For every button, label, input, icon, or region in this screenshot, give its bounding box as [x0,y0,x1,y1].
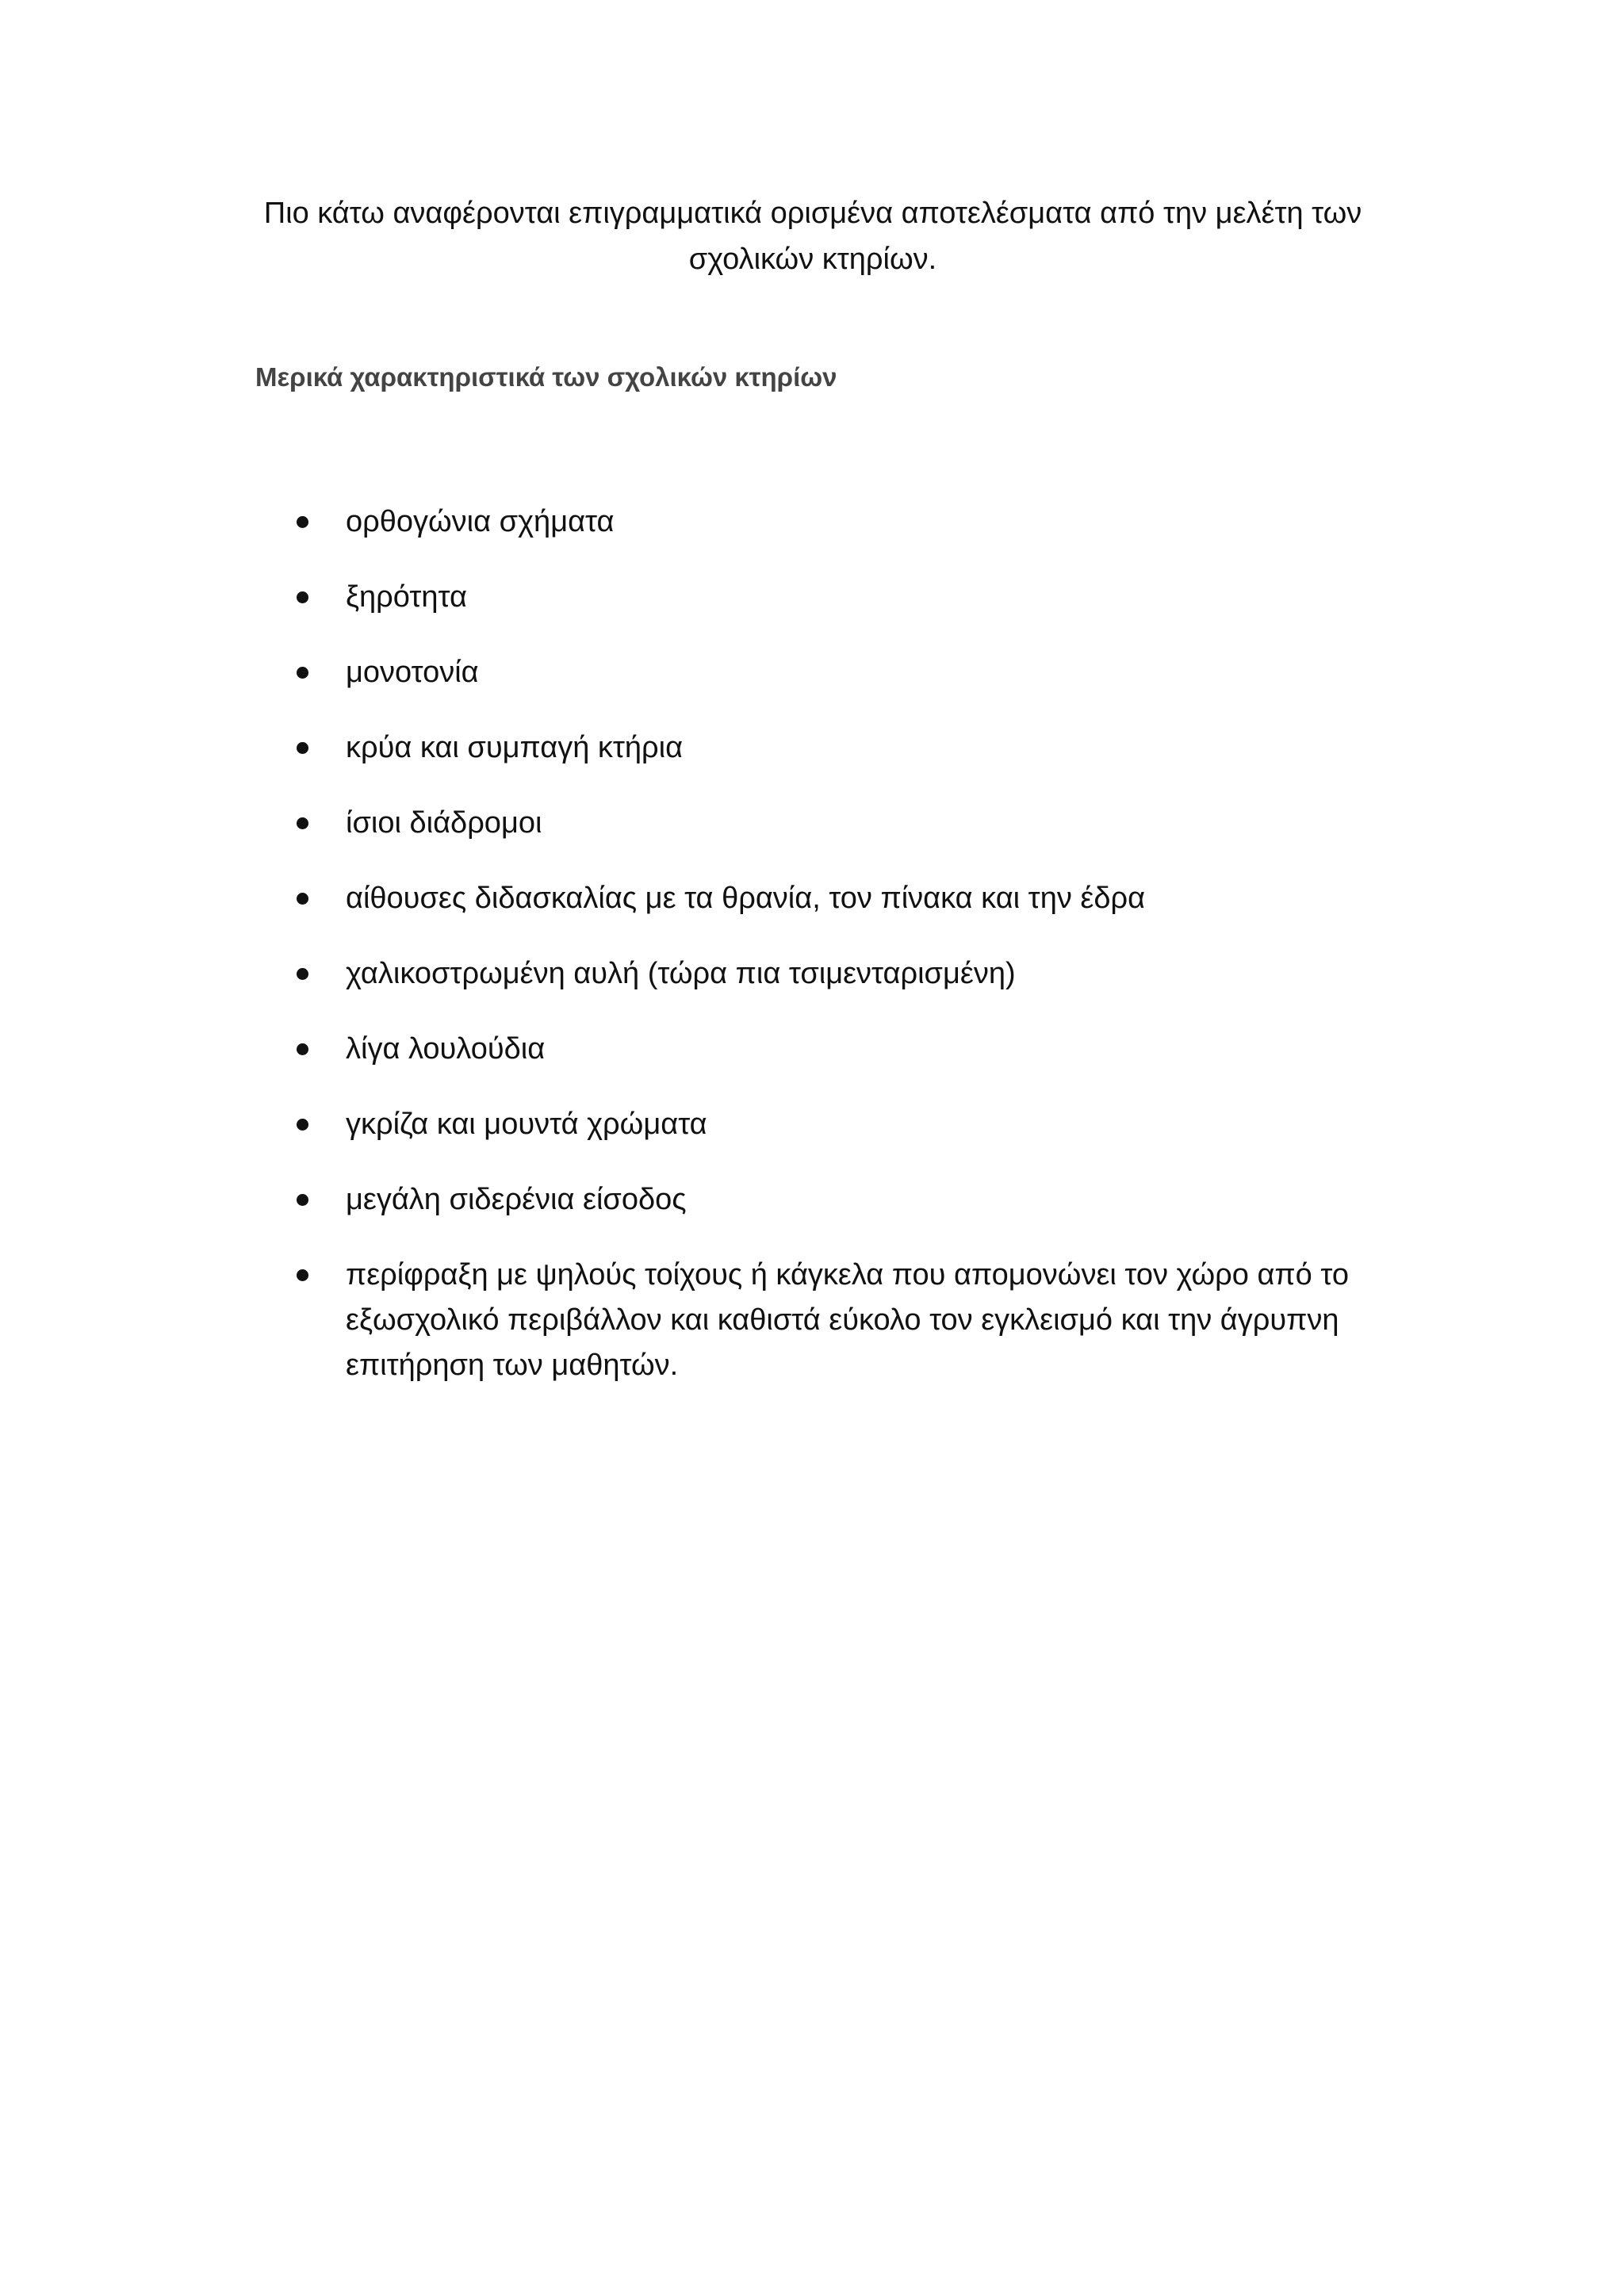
bullet-icon [297,1194,308,1206]
list-item [293,650,1388,695]
list-item [293,1253,1388,1388]
bullet-icon [297,1269,308,1281]
list-item-text: ξηρότητα [346,580,467,614]
list-item-text: αίθουσες διδασκαλίας με τα θρανία, τον πίνακα και την έδρα [346,882,1146,915]
bullet-icon [297,742,308,754]
characteristics-list [293,499,1388,1418]
list-item [293,499,1388,545]
list-item-text: ίσιοι διάδρομοι [346,806,542,840]
list-item-text: λίγα λουλούδια [346,1032,546,1066]
section-heading: Μερικά χαρακτηριστικά των σχολικών κτηρίων [255,362,837,392]
bullet-icon [297,1043,308,1055]
bullet-icon [297,667,308,679]
list-item [293,1027,1388,1072]
list-item-text: μεγάλη σιδερένια είσοδος [346,1183,687,1216]
list-item [293,1177,1388,1223]
bullet-icon [297,817,308,829]
list-item-text: κρύα και συμπαγή κτήρια [346,731,684,764]
list-item-text: γκρίζα και μουντά χρώματα [346,1108,707,1141]
bullet-icon [297,968,308,980]
list-item [293,725,1388,771]
bullet-icon [297,1119,308,1131]
list-item [293,951,1388,997]
bullet-icon [297,893,308,905]
list-item [293,801,1388,846]
bullet-icon [297,516,308,528]
bullet-icon [297,591,308,603]
list-item [293,876,1388,921]
list-item-text: ορθογώνια σχήματα [346,505,615,538]
list-item-text: μονοτονία [346,656,479,689]
list-item [293,1102,1388,1147]
list-item [293,575,1388,620]
list-item-text: περίφραξη με ψηλούς τοίχους ή κάγκελα που απομονώνει τον χώρο από το εξωσχολικό περιβάλλον και καθιστά εύκολο τον εγκλεισμό και την άγρυπνη επιτήρηση των μαθητών. [346,1258,1349,1382]
list-item-text: χαλικοστρωμένη αυλή (τώρα πια τσιμενταρισμένη) [346,957,1016,990]
intro-paragraph: Πιο κάτω αναφέρονται επιγραμματικά ορισμένα αποτελέσματα από την μελέτη των σχολικών κτηρίων. [263,197,1362,276]
